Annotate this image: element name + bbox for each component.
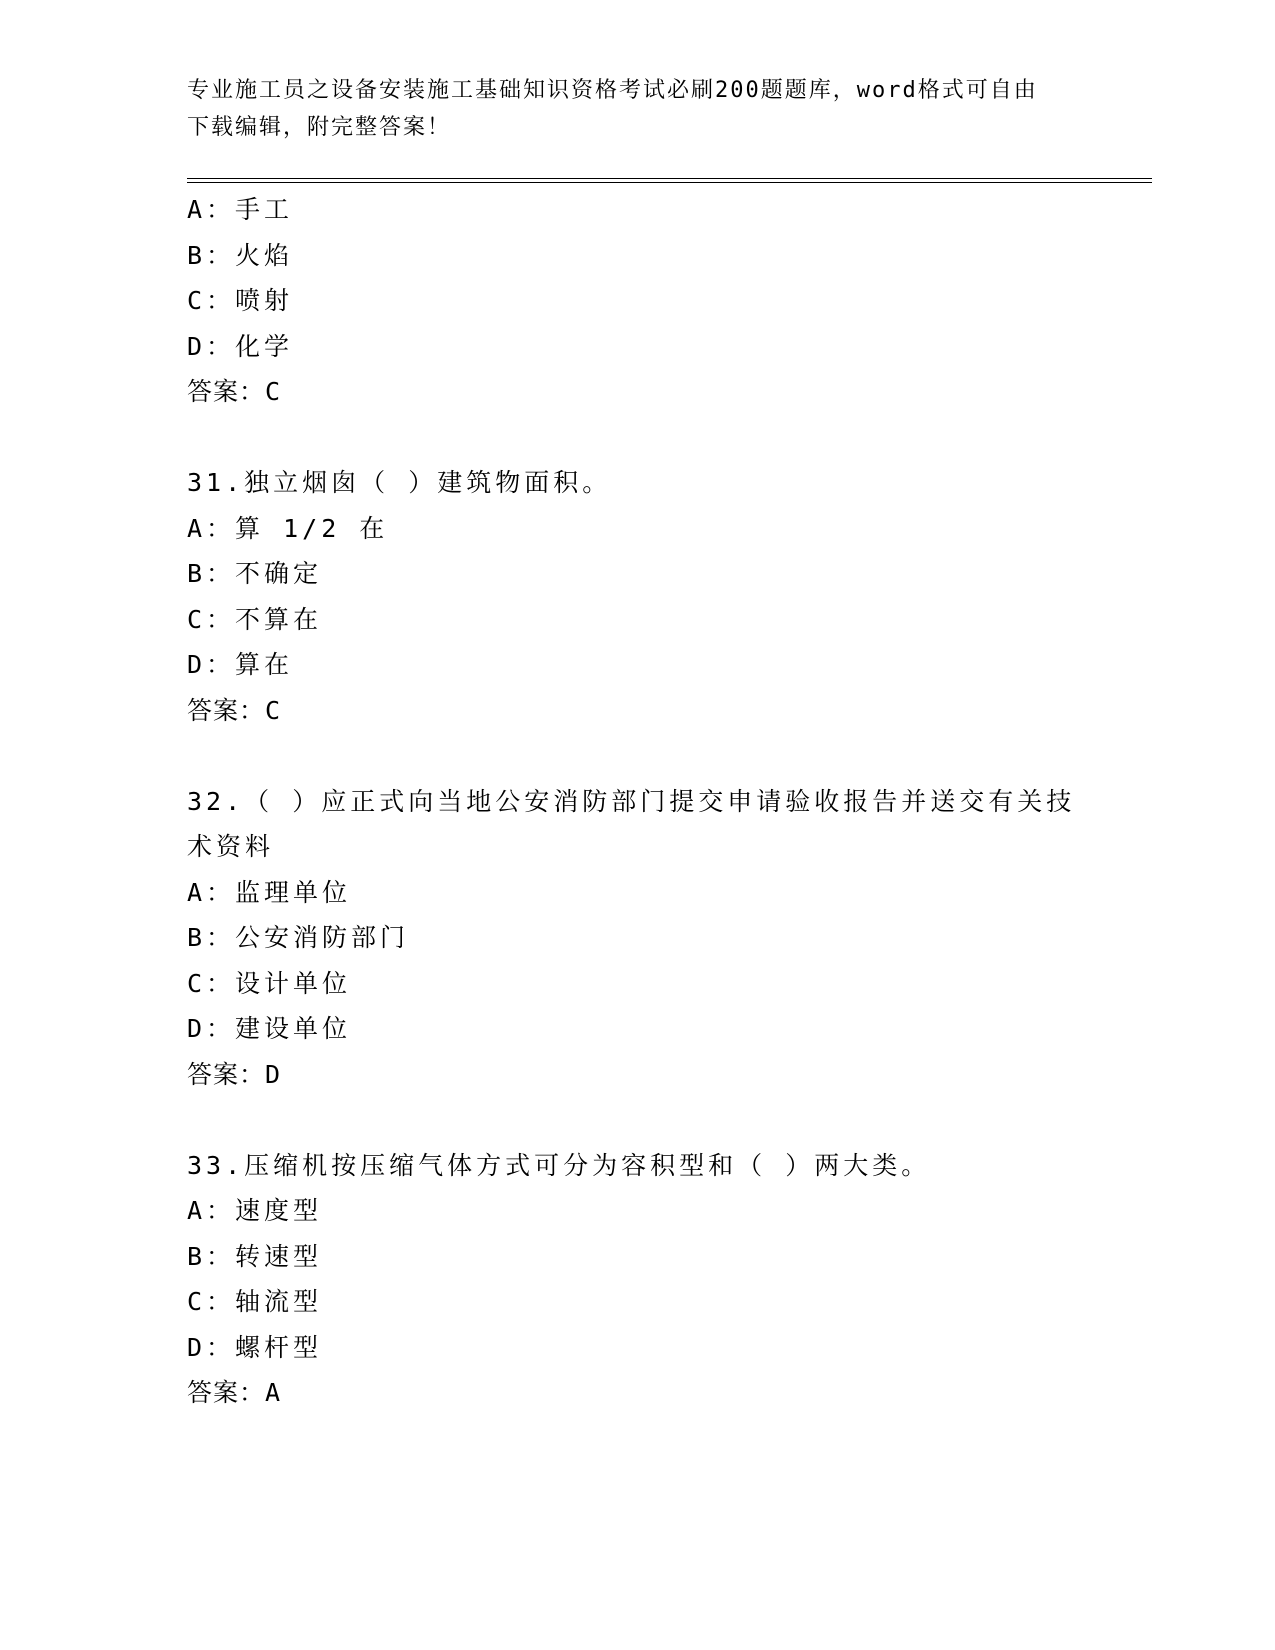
answer-line [187, 369, 1087, 415]
option-b: B：转速型 [187, 1241, 323, 1271]
option-d: D：建设单位 [187, 1014, 352, 1043]
header-title-line-1: 专业施工员之设备安装施工基础知识资格考试必刷200题题库，word格式可自由 [187, 78, 1038, 103]
option-d: D：化学 [187, 331, 294, 361]
answer-label: 答案： [187, 1378, 266, 1407]
question-stem: 33.压缩机按压缩气体方式可分为容积型和（ ）两大类。 [187, 1150, 931, 1180]
answer-value: C [265, 377, 282, 406]
answer-label: 答案： [187, 1059, 266, 1089]
question-stem: 32.（ ）应正式向当地公安消防部门提交申请验收报告并送交有关技 [187, 786, 1076, 816]
question-32 [187, 779, 1087, 1098]
answer-label: 答案： [187, 695, 266, 725]
answer-line [187, 1052, 1087, 1098]
question-stem-continued: 术资料 [187, 832, 275, 861]
option-d: D：螺杆型 [187, 1332, 323, 1362]
answer-line [187, 1370, 1087, 1416]
question-stem: 31.独立烟囱（ ）建筑物面积。 [187, 468, 612, 497]
option-c: C：设计单位 [187, 968, 352, 998]
option-b: B：公安消防部门 [187, 923, 410, 952]
option-a: A：速度型 [187, 1196, 323, 1225]
document-header [187, 72, 1077, 146]
answer-label: 答案： [187, 377, 266, 406]
answer-line [187, 688, 1087, 734]
header-rule-bottom [187, 182, 1152, 183]
previous-question-tail [187, 187, 1087, 415]
header-rule-top [187, 178, 1152, 179]
spacer [187, 733, 1087, 779]
option-a: A：手工 [187, 195, 294, 224]
question-33 [187, 1143, 1087, 1416]
option-b: B：火焰 [187, 240, 294, 270]
spacer [187, 1097, 1087, 1143]
question-list [187, 187, 1087, 1416]
answer-value: C [265, 695, 282, 725]
header-title-line-2: 下载编辑，附完整答案！ [187, 115, 452, 140]
option-c: C：喷射 [187, 286, 294, 315]
option-d: D：算在 [187, 650, 294, 679]
answer-value: D [265, 1059, 282, 1089]
option-a: A：算 1/2 在 [187, 513, 389, 543]
option-c: C：轴流型 [187, 1287, 323, 1316]
option-b: B：不确定 [187, 559, 323, 588]
answer-value: A [265, 1378, 282, 1407]
option-a: A：监理单位 [187, 877, 352, 907]
question-31 [187, 460, 1087, 733]
option-c: C：不算在 [187, 604, 323, 634]
spacer [187, 415, 1087, 461]
